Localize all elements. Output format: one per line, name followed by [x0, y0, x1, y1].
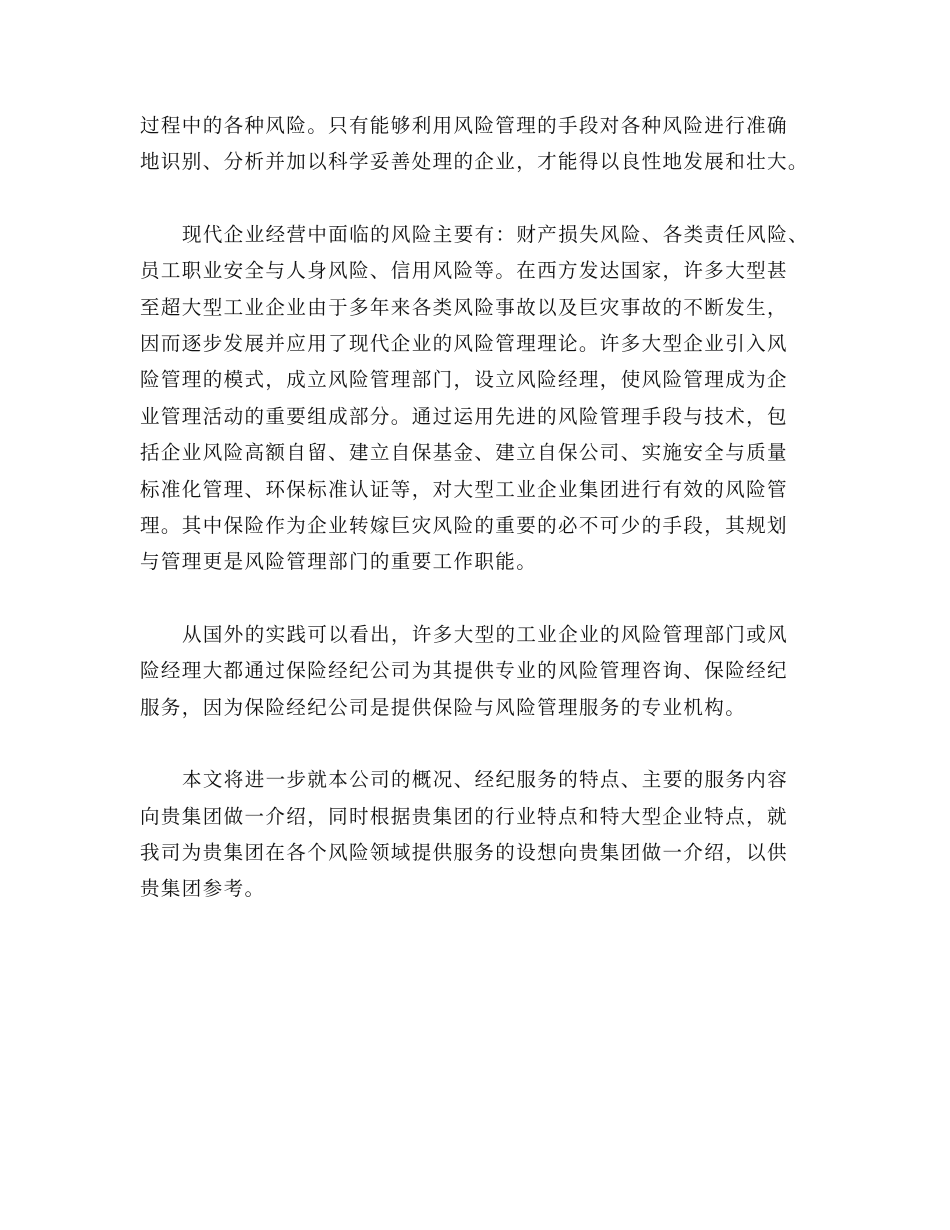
- paragraph-gap: [140, 581, 830, 617]
- text-line: 因而逐步发展并应用了现代企业的风险管理理论。许多大型企业引入风: [140, 332, 788, 356]
- paragraph-4: [140, 762, 830, 908]
- text-line: 与管理更是风险管理部门的重要工作职能。: [140, 550, 538, 574]
- text-line: 员工职业安全与人身风险、信用风险等。在西方发达国家，许多大型甚: [140, 259, 788, 283]
- text-line: 理。其中保险作为企业转嫁巨灾风险的重要的必不可少的手段，其规划: [140, 514, 788, 538]
- text-line: 向贵集团做一介绍，同时根据贵集团的行业特点和特大型企业特点，就: [140, 804, 788, 828]
- text-line: 地识别、分析并加以科学妥善处理的企业，才能得以良性地发展和壮大。: [140, 150, 809, 174]
- text-line: 过程中的各种风险。只有能够利用风险管理的手段对各种风险进行准确: [140, 114, 788, 137]
- paragraph-gap: [140, 181, 830, 217]
- text-line: 至超大型工业企业由于多年来各类风险事故以及巨灾事故的不断发生，: [140, 295, 788, 319]
- text-line: 服务，因为保险经纪公司是提供保险与风险管理服务的专业机构。: [140, 695, 747, 719]
- text-line: 标准化管理、环保标准认证等，对大型工业企业集团进行有效的风险管: [140, 477, 788, 501]
- text-line: 贵集团参考。: [140, 877, 266, 901]
- text-line: 括企业风险高额自留、建立自保基金、建立自保公司、实施安全与质量: [140, 441, 788, 465]
- paragraph-3: [140, 617, 830, 726]
- text-line: 本文将进一步就本公司的概况、经纪服务的特点、主要的服务内容: [182, 768, 789, 792]
- text-line: 险管理的模式，成立风险管理部门，设立风险经理，使风险管理成为企: [140, 368, 788, 392]
- text-line: 险经理大都通过保险经纪公司为其提供专业的风险管理咨询、保险经纪: [140, 659, 788, 683]
- text-line: 从国外的实践可以看出，许多大型的工业企业的风险管理部门或风: [182, 622, 789, 646]
- paragraph-2: [140, 217, 830, 581]
- text-line: 现代企业经营中面临的风险主要有：财产损失风险、各类责任风险、: [182, 222, 810, 246]
- paragraph-gap: [140, 726, 830, 762]
- text-line: 业管理活动的重要组成部分。通过运用先进的风险管理手段与技术，包: [140, 404, 788, 428]
- paragraph-1: [140, 108, 830, 181]
- document-body: [140, 108, 830, 908]
- text-line: 我司为贵集团在各个风险领域提供服务的设想向贵集团做一介绍，以供: [140, 840, 788, 864]
